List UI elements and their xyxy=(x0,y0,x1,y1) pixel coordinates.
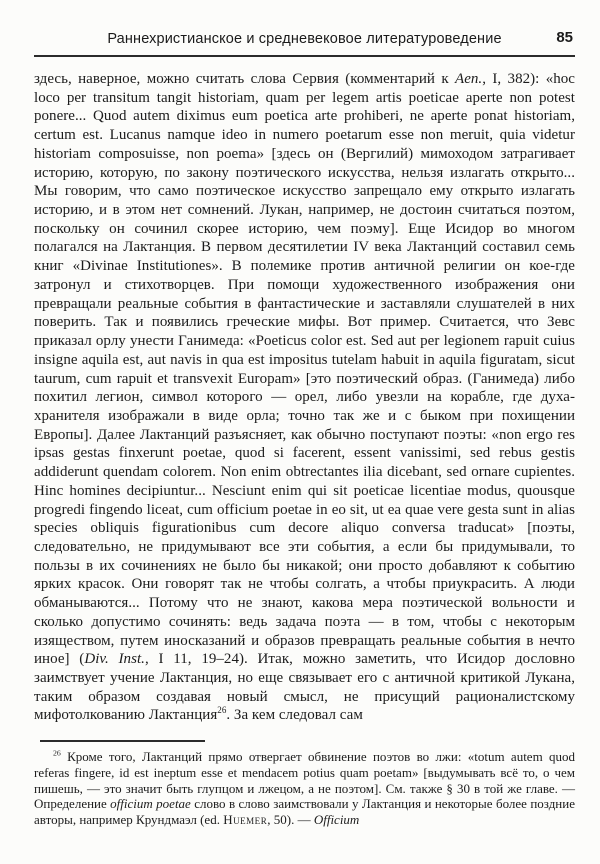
page-number: 85 xyxy=(556,29,573,46)
body-paragraph: здесь, наверное, можно считать слова Сервия (комментарий к Aen., I, 382): «hoc loco per transitum tangit historiam, quam per legem artis poeticae aperte non potest ponere... Quod autem diximus eum poetica arte prohiberi, ne aperte ponat historiam, certum est. Lucanus namque ideo in numero poetarum esse non meruit, quia videtur historiam composuisse, non poema» [здесь он (Вергилий) мимоходом затрагивает историю, которую, по закону поэтического искусства, нельзя излагать открыто... Мы говорим, что само поэтическое искусство запрещало ему открыто излагать историю, и в этом нет сомнений. Лукан, например, не достоин считаться поэтом, поскольку он сочинил скорее историю, чем поэму]. Еще Исидор во многом полагался на Лактанция. В первом десятилетии IV века Лактанций составил семь книг «Divinae Institutiones». В полемике против античной религии он кое-где затронул и стихотворцев. При помощи художественного изображения они превращали реальные события в фантастические и заставляли слушателей в них поверить. Так и появились греческие мифы. Вот пример. Считается, что Зевс приказал орлу унести Ганимеда: «Poeticus color est. Sed aut per legionem rapuit cuius insigne aquila est, aut navis in qua est impositus tutelam habuit in aquila figuratam, sicut taurum, cum rapuit et transvexit Europam» [это поэтический образ. (Ганимеда) либо похитил легион, символ которого — орел, либо увезли на корабле, где духа-хранителя изображали в виде орла; точно так же и с быком при похищении Европы]. Далее Лактанций разъясняет, как обычно поступают поэты: «non ergo res ipsas gestas finxerunt poetae, quod si facerent, essent vanissimi, sed rebus gestis addiderunt quendam colorem. Non enim obtrectantes ilia dicebant, sed ornare cupientes. Hinc homines decipiuntur... Nesciunt enim qui sit poeticae licentiae modus, quousque progredi fingendo liceat, cum officium poetae in eo sit, ut ea quae vere gesta sunt in alias species obliquis figurationibus cum decore aliquo conversa traducat» [поэты, следовательно, не придумывают все эти события, а если бы придумывали, то пользы в их сочинениях не было бы никакой; они просто добавляют к событию ярких красок. Они говорят так не чтобы солгать, а чтобы приукрасить. А люди обманываются... Потому что не знают, какова мера поэтической вольности и сколько допустимо сочинять: ведь задача поэта — в том, чтобы с некоторым изяществом, путем иносказаний и образов превращать реальные события в нечто иное] (Div. Inst., I 11, 19–24). Итак, можно заметить, что Исидор дословно заимствует учение Лактанция, но еще связывает его с античной критикой Лукана, таким образом создавая новый смысл, не присущий рационалистскому мифотолкованию Лактанция$^{26}$. За кем следовал сам xyxy=(34,71,575,724)
running-header xyxy=(34,0,575,53)
running-header-title: Раннехристианское и средневековое литературоведение xyxy=(107,31,502,47)
header-rule xyxy=(34,55,575,57)
footnote-paragraph: $^{26}$ Кроме того, Лактанций прямо отвергает обвинение поэтов во лжи: «totum autem quod referas fingere, id est ineptum esse et mendacem potius quam poetam» [выдумывать всё то, о чем пишешь, — это значит быть глупцом и лжецом, а не поэтом]. См. также § 30 в той же главе. — Определение officium poetae слово в слово заимствовали у Лактанция и некоторые более поздние авторы, например Крундмаэл (ed. Huemer, 50). — Officium xyxy=(34,748,575,827)
footnote-rule xyxy=(40,740,205,742)
page-content xyxy=(34,0,575,841)
